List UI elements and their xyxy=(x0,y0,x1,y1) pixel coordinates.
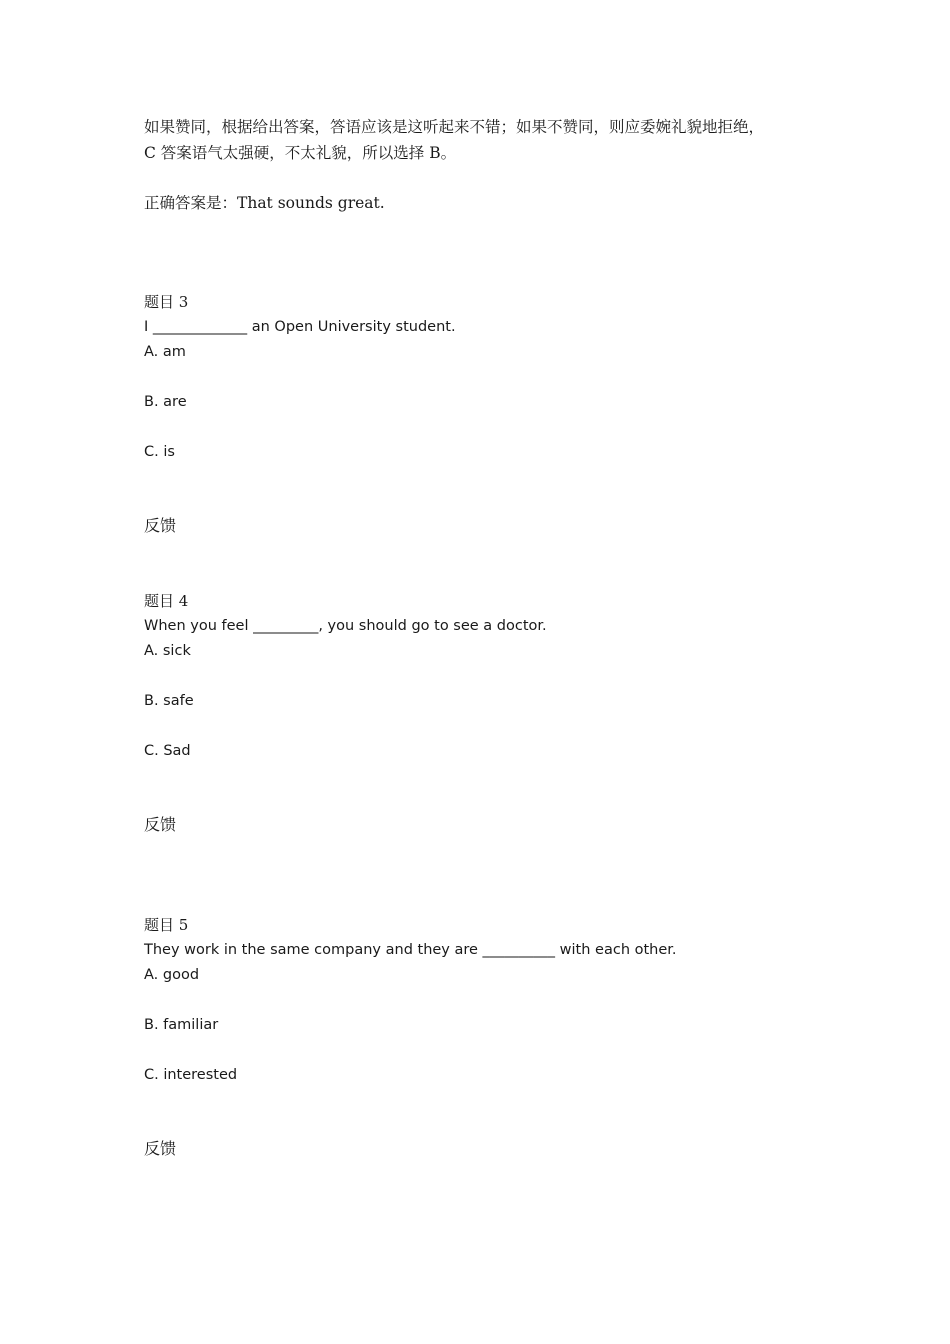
question-prompt: When you feel _________, you should go to see a doctor. xyxy=(144,618,547,634)
option-c[interactable]: C. interested xyxy=(144,1067,238,1083)
feedback-label: 反馈 xyxy=(144,815,177,834)
explanation-line-2: C 答案语气太强硬，不太礼貌，所以选择 B。 xyxy=(144,144,457,162)
question-label: 题目 3 xyxy=(144,293,189,311)
option-c[interactable]: C. is xyxy=(144,444,175,460)
explanation-line-1: 如果赞同，根据给出答案，答语应该是这听起来不错；如果不赞同，则应委婉礼貌地拒绝， xyxy=(144,118,765,136)
question-prompt: They work in the same company and they are __________ with each other. xyxy=(144,942,677,958)
option-b[interactable]: B. safe xyxy=(144,693,194,709)
option-c[interactable]: C. Sad xyxy=(144,743,191,759)
option-b[interactable]: B. are xyxy=(144,394,187,410)
correct-answer: 正确答案是：That sounds great. xyxy=(144,194,385,212)
option-a[interactable]: A. sick xyxy=(144,643,191,659)
question-prompt: I _____________ an Open University student. xyxy=(144,319,456,335)
option-b[interactable]: B. familiar xyxy=(144,1017,219,1033)
question-label: 题目 5 xyxy=(144,916,189,934)
question-label: 题目 4 xyxy=(144,592,189,610)
option-a[interactable]: A. am xyxy=(144,344,186,360)
feedback-label: 反馈 xyxy=(144,1139,177,1158)
feedback-label: 反馈 xyxy=(144,516,177,535)
option-a[interactable]: A. good xyxy=(144,967,200,983)
